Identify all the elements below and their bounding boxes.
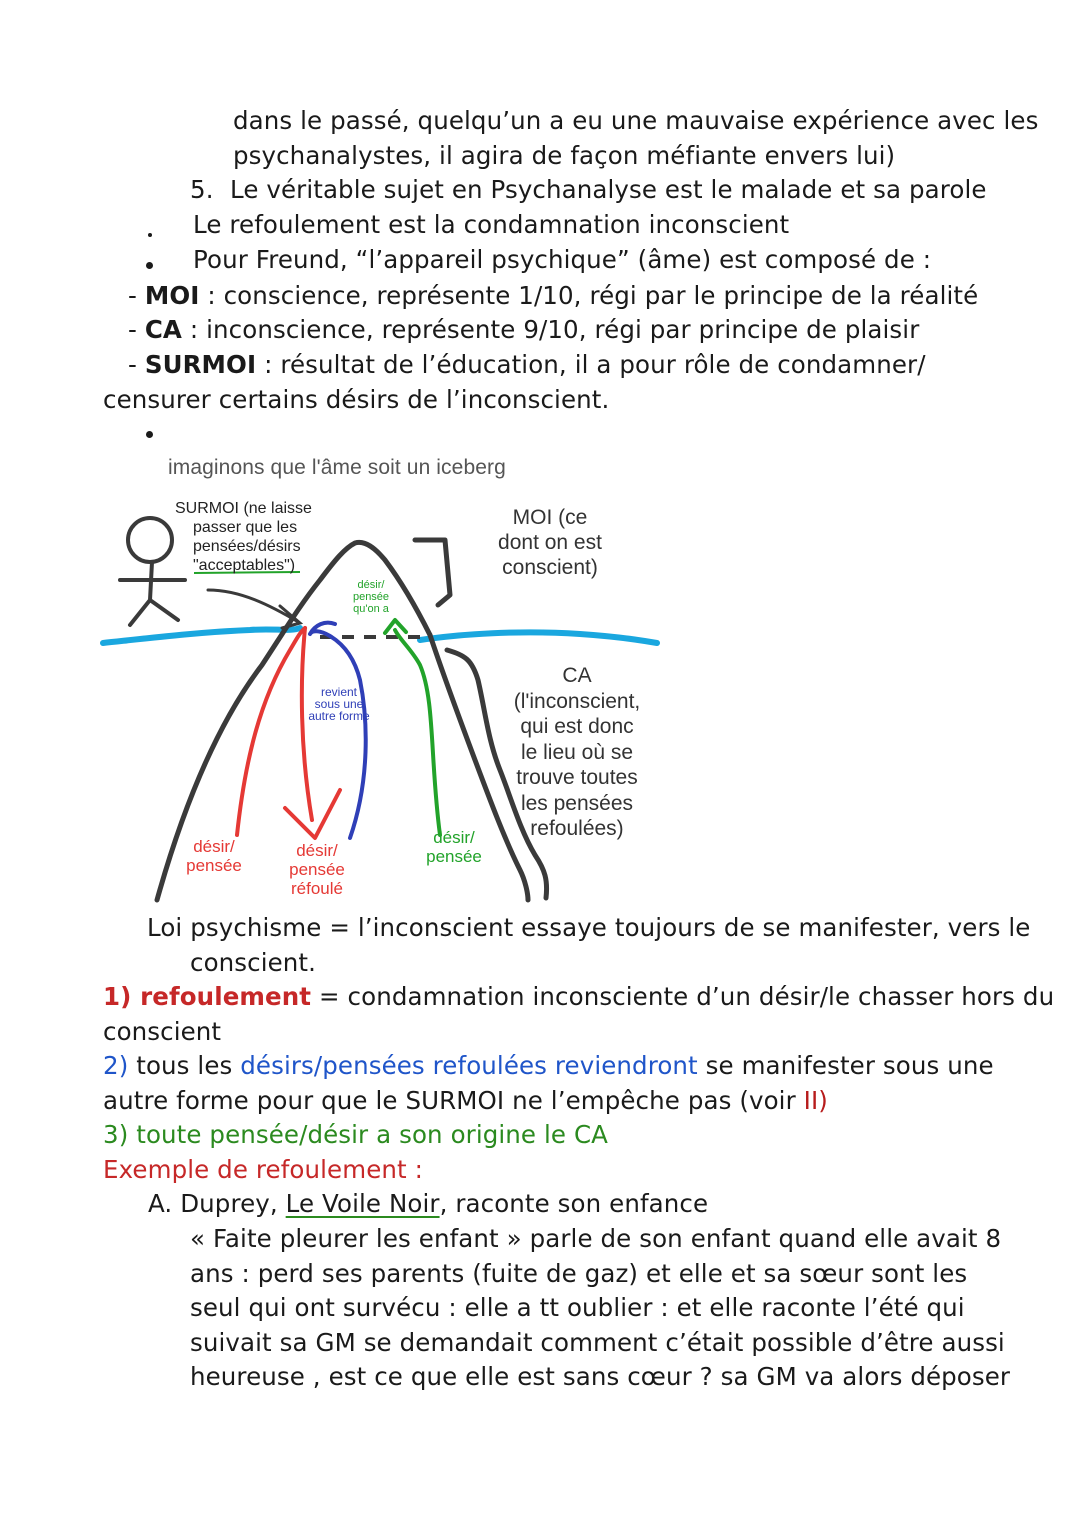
text-line: psychanalystes, il agira de façon méfiante envers lui) (233, 141, 896, 170)
text-line: conscient (103, 1017, 222, 1046)
list-number: 5. (190, 175, 214, 204)
example-title: Exemple de refoulement : (103, 1155, 423, 1184)
surmoi-term: SURMOI (144, 350, 257, 379)
text-line: dans le passé, quelqu’un a eu une mauvaise expérience avec les (233, 106, 1039, 135)
text-line: ans : perd ses parents (fuite de gaz) et elle et sa sœur sont les (190, 1259, 968, 1288)
ca-term: CA (144, 315, 182, 344)
moi-bracket (415, 540, 450, 605)
diagram-title: imaginons que l'âme soit un iceberg (168, 456, 506, 479)
surmoi-line: - SURMOI : résultat de l’éducation, il a pour rôle de condamner/ (128, 350, 926, 379)
text-line: suivait sa GM se demandait comment c’était possible d’être aussi (190, 1328, 1005, 1357)
point-1: 1) refoulement = condamnation inconsciente d’un désir/le chasser hors du (103, 982, 1055, 1011)
red-desire-line (237, 628, 305, 835)
red-left-label: désir/ pensée (186, 837, 242, 875)
point-2: 2) tous les désirs/pensées refoulées reviendront se manifester sous une (103, 1051, 994, 1080)
desir-top-label: désir/ pensée qu'on a (352, 579, 390, 615)
text-line: Le refoulement est la condamnation inconscient (193, 210, 790, 239)
moi-label: MOI (ce dont on est conscient) (498, 506, 602, 579)
text-line: « Faite pleurer les enfant » parle de son enfant quand elle avait 8 (190, 1224, 1002, 1253)
example-a: A. Duprey, Le Voile Noir, raconte son enfance (148, 1189, 709, 1218)
text-line: Loi psychisme = l’inconscient essaye toujours de se manifester, vers le (147, 913, 1031, 942)
green-desire-line (385, 620, 440, 835)
revient-label: revient sous une autre forme (308, 685, 370, 723)
red-mid-label: désir/ pensée réfoulé (289, 841, 345, 898)
ca-label: CA (l'inconscient, qui est donc le lieu où se trouve toutes les pensées refoulées) (513, 664, 641, 840)
moi-line: - MOI : conscience, représente 1/10, régi par le principe de la réalité (128, 281, 979, 310)
text-line: seul qui ont survécu : elle a tt oublier : et elle raconte l’été qui (190, 1293, 965, 1322)
book-title: Le Voile Noir (285, 1189, 440, 1218)
stick-figure-head (128, 518, 172, 562)
refoulement-term: 1) refoulement (103, 982, 312, 1011)
text-line: heureuse , est ce que elle est sans cœur ? sa GM va alors déposer (190, 1362, 1011, 1391)
ca-line: - CA : inconscience, représente 9/10, régi par principe de plaisir (128, 315, 920, 344)
text-line: Pour Freund, “l’appareil psychique” (âme) est composé de : (193, 245, 932, 274)
water-line (103, 628, 657, 643)
text-line: Le véritable sujet en Psychanalyse est le malade et sa parole (230, 175, 987, 204)
text-line: censurer certains désirs de l’inconscient. (103, 385, 610, 414)
blue-return-line (310, 623, 366, 838)
point-2-cont: autre forme pour que le SURMOI ne l’empêche pas (voir II) (103, 1086, 828, 1115)
text-line: conscient. (190, 948, 317, 977)
red-repressed-line (285, 628, 340, 838)
green-label: désir/ pensée (426, 828, 482, 866)
surmoi-label: SURMOI (ne laisse passer que les pensées/désirs "acceptables") (175, 500, 312, 574)
moi-term: MOI (144, 281, 200, 310)
point-3: 3) toute pensée/désir a son origine le CA (103, 1120, 609, 1149)
surmoi-arrow (208, 590, 300, 628)
